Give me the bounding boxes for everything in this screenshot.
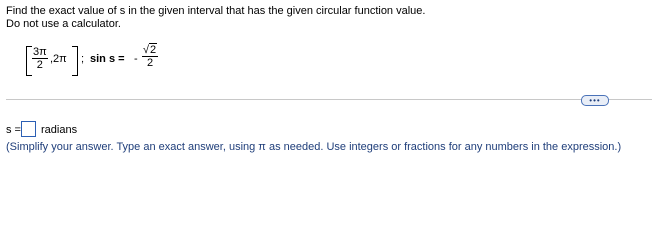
question-line-1: Find the exact value of s in the given interval that has the given circular function value.: [6, 5, 426, 17]
more-options-button[interactable]: [581, 95, 609, 106]
equation-minus-sign: -: [134, 53, 138, 65]
answer-label: s =: [6, 124, 21, 136]
sqrt-radicand: 2: [150, 44, 157, 56]
equation-lhs: sin s =: [90, 53, 125, 65]
interval-lower-denominator: 2: [36, 59, 43, 71]
ellipsis-icon: •••: [589, 95, 601, 105]
question-line-2: Do not use a calculator.: [6, 18, 121, 30]
answer-unit: radians: [41, 124, 78, 136]
sqrt-symbol: √: [143, 44, 150, 56]
equation-denominator: 2: [147, 57, 154, 69]
section-divider: [6, 99, 652, 100]
sqrt-expression: [142, 45, 158, 55]
interval-lower-numerator: 3π: [33, 46, 47, 58]
right-bracket: [72, 46, 78, 76]
interval-lower-fraction: [32, 47, 48, 70]
answer-hint: (Simplify your answer. Type an exact answer, using π as needed. Use integers or fractions for any numbers in the expression.): [6, 141, 622, 153]
equation-fraction: [142, 45, 158, 68]
answer-input[interactable]: [21, 121, 36, 137]
interval-upper: ,2π: [50, 53, 67, 65]
interval-semicolon: ;: [81, 53, 85, 65]
